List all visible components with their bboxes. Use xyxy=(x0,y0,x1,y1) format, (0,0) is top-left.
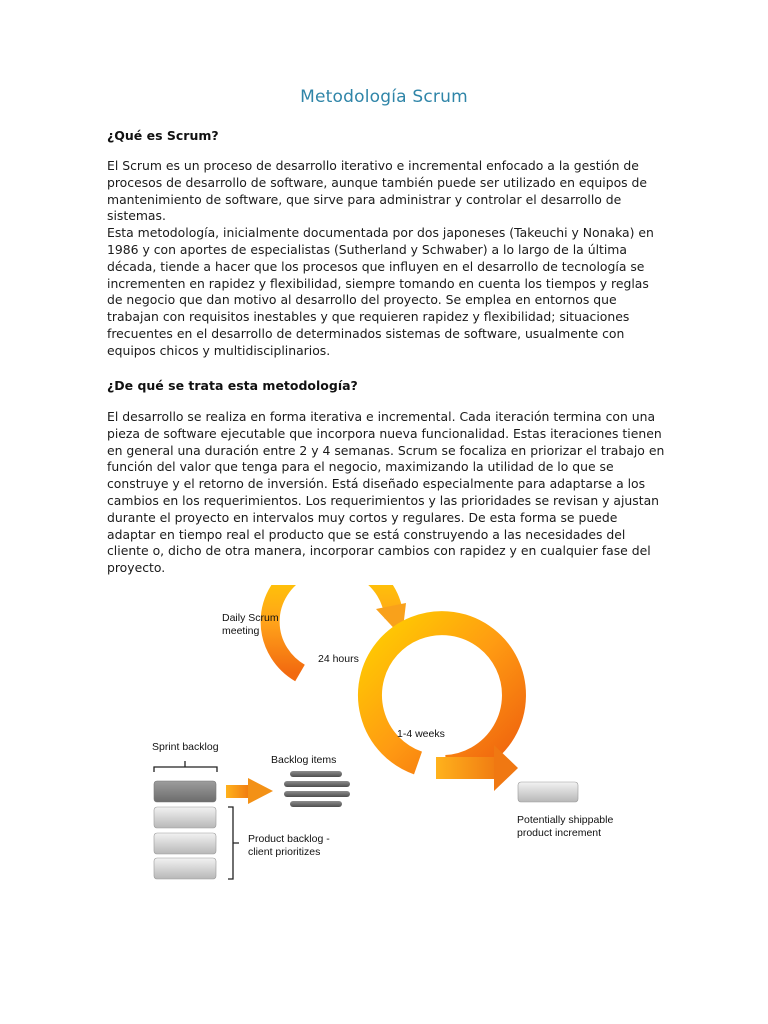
product-backlog-label-line2: client prioritizes xyxy=(248,846,321,858)
daily-scrum-label-line2: meeting xyxy=(222,625,260,637)
sprint-backlog-box xyxy=(154,781,216,802)
backlog-item-bar xyxy=(284,781,350,787)
product-backlog-box xyxy=(154,833,216,854)
sprint-cycle-duration-label: 1-4 weeks xyxy=(397,728,445,740)
paragraph: El desarrollo se realiza en forma iterativa e incremental. Cada iteración termina con una pieza de software ejecutable que incorpora nueva funcionalidad. Estas iteraciones tienen en general una duración entre 2 y 4 semanas. Scrum se focaliza en priorizar el trabajo en función del valor que tenga para el negocio, maximizando la utilidad de lo que se construye y el retorno de inversión. Está diseñado especialmente para adaptarse a los cambios en los requerimientos. Los requerimientos y las prioridades se revisan y ajustan durante el proyecto en intervalos muy cortos y regulares. De esta forma se puede adaptar en tiempo real el producto que se está construyendo a las necesidades del cliente o, dicho de otra manera, incorporar cambios con rapidez y en cualquier fase del proyecto. xyxy=(107,409,665,576)
product-backlog-box xyxy=(154,807,216,828)
paragraph: Esta metodología, inicialmente documentada por dos japoneses (Takeuchi y Nonaka) en 1986 y con aportes de especialistas (Sutherland y Schwaber) a lo largo de la última década, tiende a hacer que los procesos que influyen en el desarrollo de tecnología se incrementen en rapidez y flexibilidad, siempre tomando en cuenta los tiempos y reglas de negocio que dan motivo al desarrollo del proyecto. Se emplea en entornos que trabajan con requisitos inestables y que requieren rapidez y flexibilidad; situaciones frecuentes en el desarrollo de determinados sistemas de software, usualmente con equipos chicos y multidisciplinarios. xyxy=(107,225,654,358)
product-backlog-label-line1: Product backlog - xyxy=(248,833,330,845)
sprint-loop xyxy=(370,623,518,791)
backlog-item-bar xyxy=(290,801,342,807)
sprint-loop-arrowhead xyxy=(494,745,518,791)
daily-cycle-duration-label: 24 hours xyxy=(318,653,359,665)
section-body-what-is-scrum xyxy=(107,158,667,360)
paragraph: El Scrum es un proceso de desarrollo iterativo e incremental enfocado a la gestión de procesos de desarrollo de software, aunque también puede ser utilizado en equipos de mantenimiento de software, que sirve para administrar y controlar el desarrollo de sistemas. xyxy=(107,158,648,224)
backlog-item-bar xyxy=(284,791,350,797)
sprint-backlog-label: Sprint backlog xyxy=(152,741,219,753)
product-increment-label-line1: Potentially shippable xyxy=(517,814,614,826)
scrum-process-diagram xyxy=(140,585,630,890)
section-body-what-is-it-about xyxy=(107,409,667,577)
sprint-loop-exit-shaft xyxy=(436,757,498,779)
daily-scrum-label-line1: Daily Scrum xyxy=(222,612,279,624)
product-backlog-box xyxy=(154,858,216,879)
section-heading-what-is-scrum: ¿Qué es Scrum? xyxy=(107,128,219,143)
section-heading-what-is-it-about: ¿De qué se trata esta metodología? xyxy=(107,378,358,393)
product-increment-box xyxy=(518,782,578,802)
product-backlog-stack xyxy=(154,781,216,879)
backlog-items-label: Backlog items xyxy=(271,754,337,766)
product-increment-label-line2: product increment xyxy=(517,827,602,839)
backlog-item-bar xyxy=(290,771,342,777)
page-title: Metodología Scrum xyxy=(300,87,468,107)
backlog-items-bars xyxy=(284,771,350,807)
sprint-to-items-arrow xyxy=(226,778,273,804)
sprint-backlog-brace xyxy=(154,761,217,772)
product-backlog-brace xyxy=(228,807,239,879)
